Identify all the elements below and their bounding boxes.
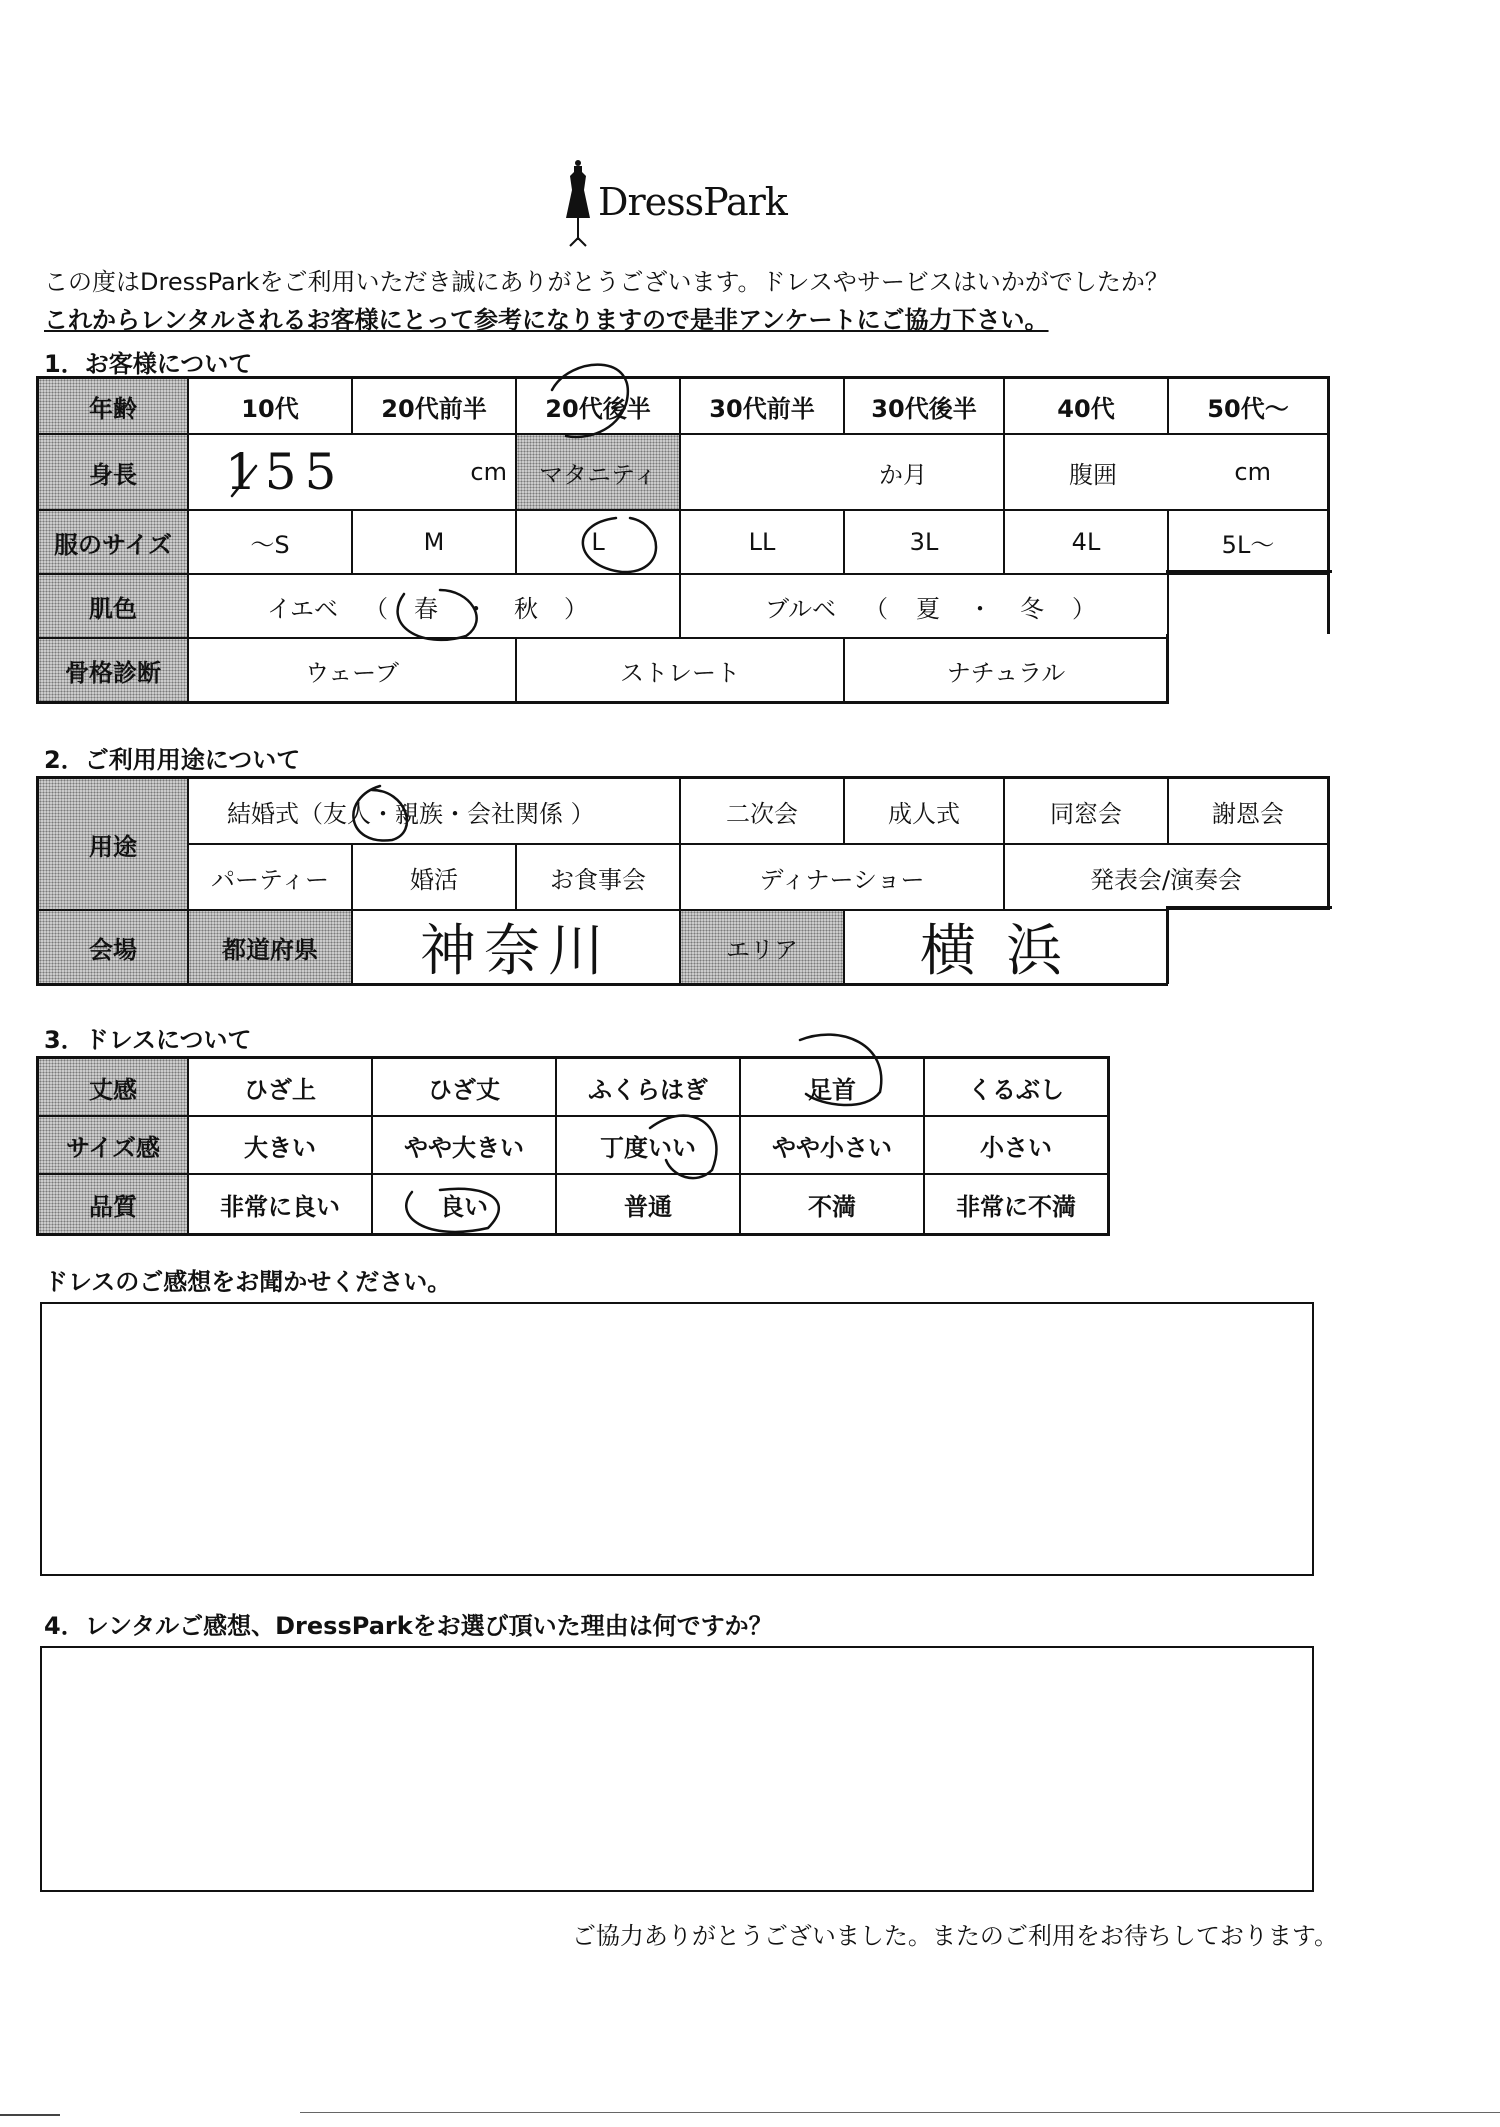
frame-option[interactable]: ナチュラル: [845, 639, 1169, 701]
age-option[interactable]: 30代前半: [681, 379, 845, 435]
size-option[interactable]: 3L: [845, 511, 1005, 575]
height-value: 155: [225, 443, 345, 501]
brand-name: DressPark: [598, 180, 787, 224]
table-gap: [1168, 910, 1338, 990]
size-option[interactable]: 5L〜: [1169, 511, 1327, 575]
frame-option[interactable]: ウェーブ: [189, 639, 517, 701]
fit-option[interactable]: 小さい: [925, 1117, 1107, 1175]
length-option[interactable]: ふくらはぎ: [557, 1059, 741, 1117]
age-option[interactable]: 20代前半: [353, 379, 517, 435]
height-unit: cm: [470, 458, 507, 486]
fit-option-selected[interactable]: 丁度いい: [557, 1117, 741, 1175]
wedding-label: 結婚式（: [227, 799, 323, 828]
length-option[interactable]: ひざ丈: [373, 1059, 557, 1117]
area-value: 横浜: [920, 919, 1092, 984]
fit-label: サイズ感: [39, 1117, 189, 1175]
skin-label: 肌色: [39, 575, 189, 639]
usage-option[interactable]: 発表会/演奏会: [1005, 845, 1327, 911]
size-option[interactable]: M: [353, 511, 517, 575]
fit-option[interactable]: 大きい: [189, 1117, 373, 1175]
usage-option[interactable]: ディナーショー: [681, 845, 1005, 911]
quality-option[interactable]: 非常に不満: [956, 1192, 1076, 1221]
skin-blue-base[interactable]: [681, 575, 1169, 639]
area-field[interactable]: [845, 911, 1169, 983]
length-option[interactable]: ひざ上: [189, 1059, 373, 1117]
prefecture-field[interactable]: [353, 911, 681, 983]
length-option-selected[interactable]: 足首: [741, 1059, 925, 1117]
maternity-label: マタニティ: [517, 435, 681, 511]
size-option-selected[interactable]: L: [517, 511, 681, 575]
frame-label: 骨格診断: [39, 639, 189, 701]
table-edge: [1166, 634, 1169, 704]
intro-text: この度はDressParkをご利用いただき誠にありがとうございます。ドレスやサービスはいかがでしたか？: [44, 268, 1169, 296]
dress-form-icon: [560, 160, 596, 250]
length-option[interactable]: くるぶし: [925, 1059, 1107, 1117]
dresspark-logo: [560, 160, 790, 250]
usage-option[interactable]: 謝恩会: [1169, 779, 1327, 845]
quality-option-selected[interactable]: 良い: [373, 1175, 557, 1233]
usage-label: 用途: [39, 779, 189, 911]
age-label: 年齢: [39, 379, 189, 435]
paren-close: ）: [1072, 594, 1097, 623]
usage-option[interactable]: 同窓会: [1005, 779, 1169, 845]
intro-request: これからレンタルされるお客様にとって参考になりますので是非アンケートにご協力下さい。: [44, 306, 1049, 334]
size-option[interactable]: LL: [681, 511, 845, 575]
age-option[interactable]: 40代: [1005, 379, 1169, 435]
usage-table: [36, 776, 1330, 986]
paren-open: （: [364, 594, 389, 623]
usage-option[interactable]: お食事会: [517, 845, 681, 911]
skin-blue-label: ブルベ: [765, 594, 837, 623]
size-label: 服のサイズ: [39, 511, 189, 575]
size-option[interactable]: 4L: [1005, 511, 1169, 575]
prefecture-label: 都道府県: [189, 911, 353, 983]
footer-thanks: ご協力ありがとうございました。またのご利用をお待ちしております。: [571, 1922, 1338, 1950]
quality-option[interactable]: 非常に良い: [189, 1175, 373, 1233]
skin-winter[interactable]: 冬: [1020, 594, 1045, 623]
dress-table: [36, 1056, 1110, 1236]
venue-label: 会場: [39, 911, 189, 983]
waist-unit: cm: [1234, 458, 1271, 486]
area-label: エリア: [681, 911, 845, 983]
section2-title: 2．ご利用用途について: [44, 746, 301, 774]
section3-title: 3．ドレスについて: [44, 1026, 252, 1054]
quality-option[interactable]: 不満: [741, 1175, 925, 1233]
prefecture-value: 神奈川: [420, 919, 612, 984]
length-label: 丈感: [39, 1059, 189, 1117]
table-gap: [1168, 634, 1338, 710]
fit-option[interactable]: やや小さい: [741, 1117, 925, 1175]
scan-artifact: [0, 2114, 60, 2116]
table-edge: [1166, 906, 1332, 909]
skin-summer[interactable]: 夏: [916, 594, 941, 623]
wedding-rest: ・親族・会社関係 ）: [371, 799, 595, 828]
usage-option[interactable]: 婚活: [353, 845, 517, 911]
reason-comment-box[interactable]: [40, 1646, 1314, 1892]
section1-title: 1．お客様について: [44, 350, 253, 378]
scan-artifact: [300, 2112, 1500, 2113]
dress-comment-prompt: ドレスのご感想をお聞かせください。: [44, 1268, 452, 1296]
age-option[interactable]: 10代: [189, 379, 353, 435]
table-edge: [1166, 570, 1332, 573]
quality-label: 品質: [39, 1175, 189, 1233]
skin-yellow-label: イエベ: [267, 594, 339, 623]
usage-option[interactable]: 成人式: [845, 779, 1005, 845]
waist-field[interactable]: [1005, 435, 1327, 511]
skin-spring-selected[interactable]: 春: [414, 594, 439, 623]
fit-option[interactable]: やや大きい: [373, 1117, 557, 1175]
usage-wedding[interactable]: [189, 779, 681, 845]
paren-open: （: [864, 594, 889, 623]
quality-option[interactable]: 普通: [557, 1175, 741, 1233]
dress-comment-box[interactable]: [40, 1302, 1314, 1576]
skin-yellow-base[interactable]: [189, 575, 681, 639]
skin-autumn[interactable]: 秋: [514, 594, 539, 623]
section4-title: 4．レンタルご感想、DressParkをお選び頂いた理由は何ですか？: [44, 1612, 773, 1640]
height-label: 身長: [39, 435, 189, 511]
age-option-selected[interactable]: 20代後半: [517, 379, 681, 435]
height-field[interactable]: [189, 435, 517, 511]
age-option[interactable]: 50代〜: [1169, 379, 1327, 435]
age-option[interactable]: 30代後半: [845, 379, 1005, 435]
separator-dot: ・: [968, 594, 993, 623]
usage-option[interactable]: パーティー: [189, 845, 353, 911]
usage-option[interactable]: 二次会: [681, 779, 845, 845]
maternity-months[interactable]: か月: [681, 435, 1005, 511]
size-option[interactable]: 〜S: [189, 511, 353, 575]
table-edge: [1166, 908, 1169, 984]
wedding-friend-selected[interactable]: 友人: [323, 799, 371, 828]
customer-info-table: [36, 376, 1330, 704]
paren-close: ）: [564, 594, 589, 623]
separator-dot: ・: [464, 594, 489, 623]
waist-label: 腹囲: [1069, 460, 1117, 489]
frame-option[interactable]: ストレート: [517, 639, 845, 701]
